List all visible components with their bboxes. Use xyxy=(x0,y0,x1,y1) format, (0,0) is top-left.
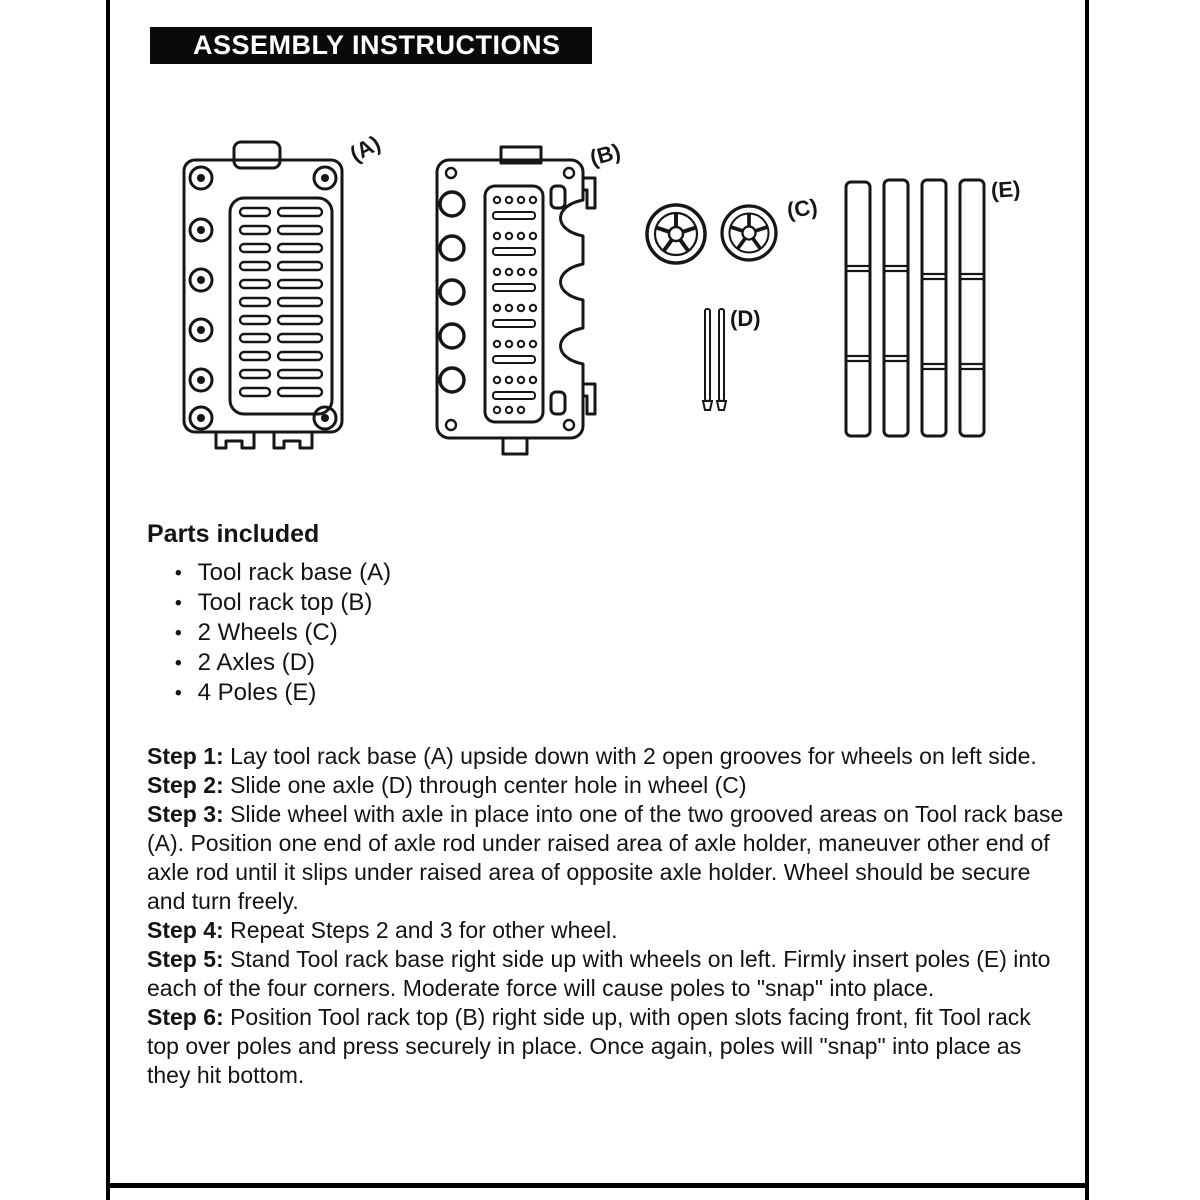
tool-rack-base-drawing xyxy=(176,138,348,464)
page-border-bottom xyxy=(106,1183,1089,1188)
bullet-icon: • xyxy=(175,592,182,614)
list-item-label: Tool rack top (B) xyxy=(197,589,373,616)
wheels-drawing xyxy=(644,202,794,266)
list-item xyxy=(175,558,391,588)
bullet-icon: • xyxy=(175,652,182,674)
step-2-label: Step 2: xyxy=(147,772,224,798)
step-1-label: Step 1: xyxy=(147,743,224,769)
header-bar xyxy=(150,27,592,64)
axles-drawing xyxy=(700,308,734,414)
step-4-text: Repeat Steps 2 and 3 for other wheel. xyxy=(230,917,618,943)
page-border-right xyxy=(1085,0,1089,1200)
bullet-icon: • xyxy=(175,562,182,584)
step-2 xyxy=(147,771,1069,800)
poles-drawing xyxy=(843,178,991,440)
step-1-text: Lay tool rack base (A) upside down with 2 open grooves for wheels on left side. xyxy=(230,743,1037,769)
step-6 xyxy=(147,1003,1069,1090)
part-b-label: (B) xyxy=(587,138,624,171)
assembly-steps xyxy=(147,742,1069,1090)
step-6-text: Position Tool rack top (B) right side up, with open slots facing front, fit Tool rack top over poles and press securely in place. Once again, poles will "snap" into place as they hit bottom. xyxy=(147,1004,1031,1088)
list-item xyxy=(175,588,391,618)
step-5 xyxy=(147,945,1069,1003)
bullet-icon: • xyxy=(175,622,182,644)
list-item xyxy=(175,678,391,708)
list-item xyxy=(175,618,391,648)
page-title: ASSEMBLY INSTRUCTIONS xyxy=(193,30,561,60)
step-6-label: Step 6: xyxy=(147,1004,224,1030)
part-c-label: (C) xyxy=(785,194,820,224)
list-item-label: 2 Wheels (C) xyxy=(197,619,338,646)
parts-list xyxy=(175,558,391,708)
page-border-left xyxy=(106,0,110,1200)
part-d-label: (D) xyxy=(730,306,761,331)
list-item-label: 2 Axles (D) xyxy=(197,649,316,676)
step-5-label: Step 5: xyxy=(147,946,224,972)
part-e-label: (E) xyxy=(990,176,1022,203)
step-3-label: Step 3: xyxy=(147,801,224,827)
step-2-text: Slide one axle (D) through center hole in wheel (C) xyxy=(230,772,747,798)
list-item xyxy=(175,648,391,678)
step-4 xyxy=(147,916,1069,945)
bullet-icon: • xyxy=(175,682,182,704)
list-item-label: Tool rack base (A) xyxy=(197,559,392,586)
parts-included-heading: Parts included xyxy=(147,520,320,548)
part-a-label: (A) xyxy=(345,130,385,167)
tool-rack-top-drawing xyxy=(425,142,603,460)
list-item-label: 4 Poles (E) xyxy=(197,679,317,706)
step-5-text: Stand Tool rack base right side up with wheels on left. Firmly insert poles (E) into each of the four corners. Moderate force will cause poles to "snap" into place. xyxy=(147,946,1051,1001)
step-4-label: Step 4: xyxy=(147,917,224,943)
step-1 xyxy=(147,742,1069,771)
step-3 xyxy=(147,800,1069,916)
step-3-text: Slide wheel with axle in place into one of the two grooved areas on Tool rack base (A). Position one end of axle rod under raised area of axle holder, maneuver other end of axle rod until it slips under raised area of opposite axle holder. Wheel should be secure and turn freely. xyxy=(147,801,1064,914)
